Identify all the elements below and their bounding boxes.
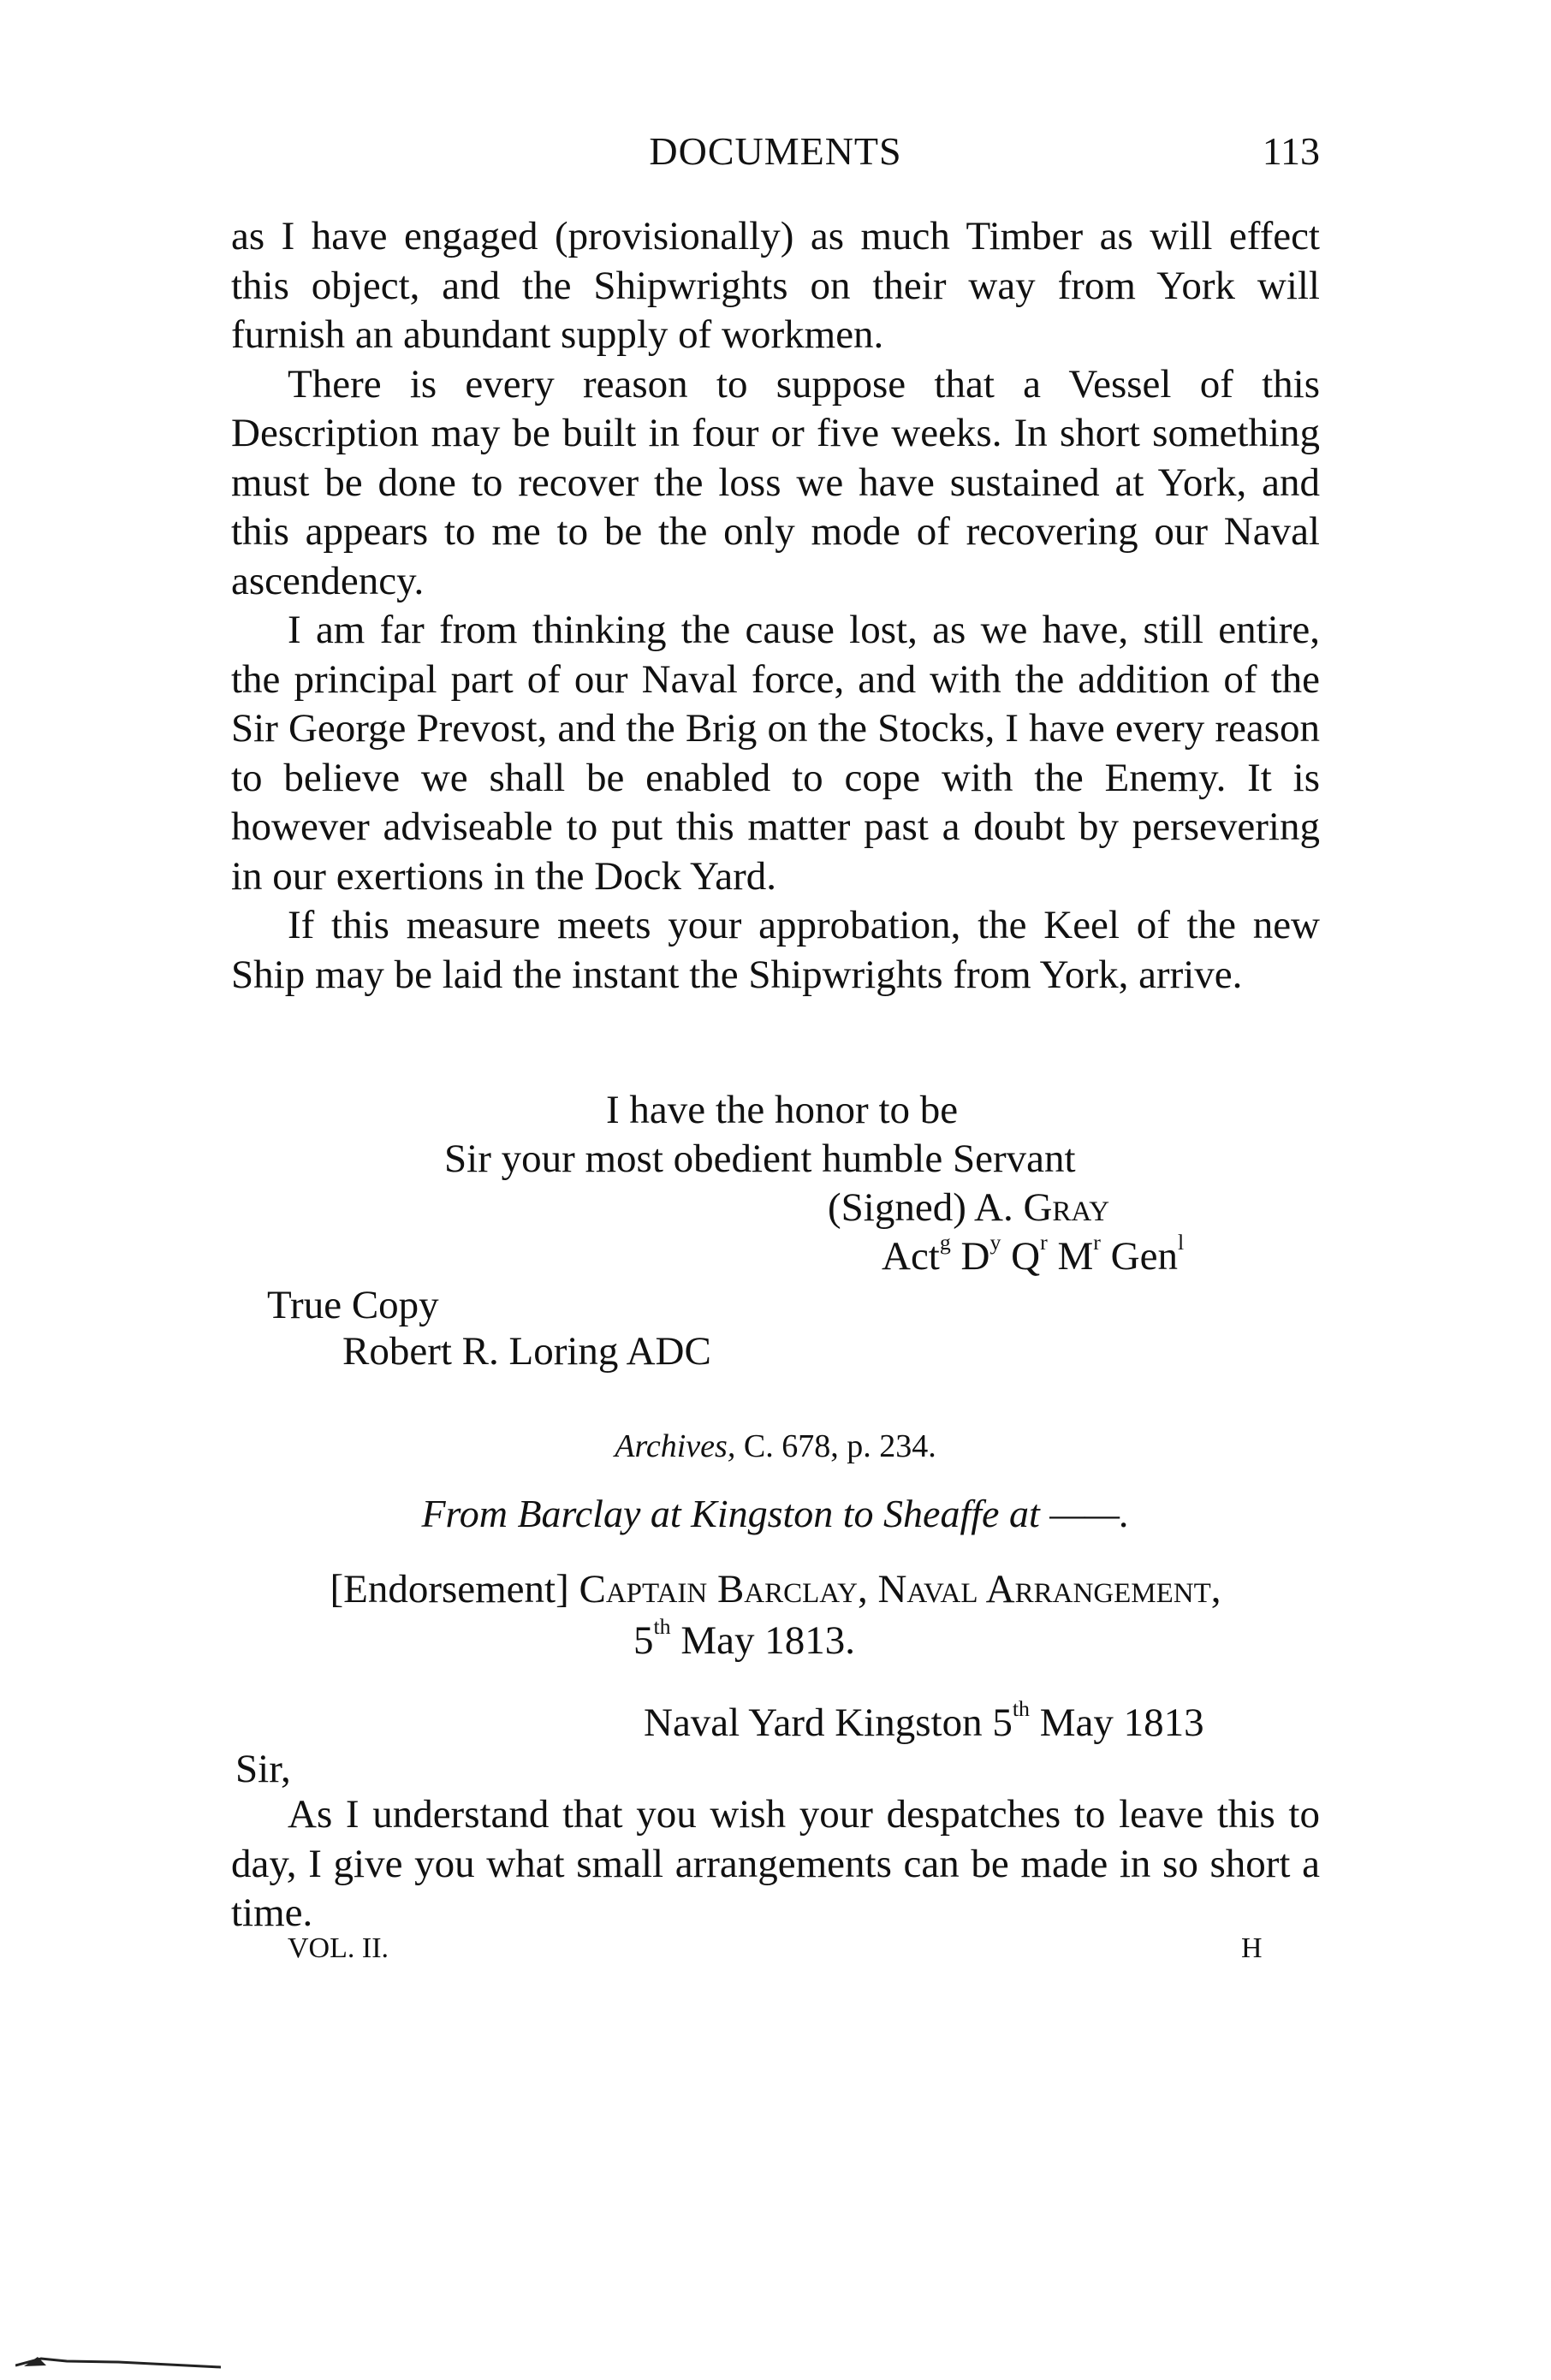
paragraph-4: If this measure meets your approbation, the Keel of the new Ship may be laid the instant the Shipwrights from York, arrive. xyxy=(231,903,1320,997)
dateline-sup: th xyxy=(1012,1695,1030,1721)
title-act: Act xyxy=(882,1234,940,1279)
archive-name: Archives, xyxy=(615,1428,736,1464)
title-quarter: Q xyxy=(1011,1234,1041,1279)
endorsement-month-year: May 1813. xyxy=(680,1618,856,1663)
title-deputy-sup: y xyxy=(989,1229,1001,1255)
volume-marker: VOL. II. xyxy=(288,1932,389,1964)
page-header xyxy=(231,128,1320,180)
endorsement-prefix: [Endorsement] xyxy=(330,1567,569,1611)
dateline-place: Naval Yard Kingston 5 xyxy=(644,1700,1013,1745)
endorsement-title: Captain Barclay, Naval Arrangement, xyxy=(579,1567,1221,1611)
letter2-body xyxy=(231,1790,1320,1938)
title-general-sup: l xyxy=(1177,1229,1185,1255)
title-general: Gen xyxy=(1110,1234,1178,1279)
title-act-sup: g xyxy=(939,1229,951,1255)
paragraph-3: I am far from thinking the cause lost, as we have, still entire, the principal part of our Naval force, and with the addition of the Sir George Prevost, and the Brig on the Stocks, I have every reason to believe we shall be enabled to cope with the Enemy. It is however adviseable to put this matter past a doubt by persevering in our exertions in the Dock Yard. xyxy=(231,608,1320,899)
signature-mark: H xyxy=(1241,1932,1263,1964)
title-deputy: D xyxy=(960,1234,990,1279)
paragraph-2: There is every reason to suppose that a Vessel of this Description may be built in four or five weeks. In short something must be done to recover the loss we have sustained at York, and this appears to me to be the only mode of recovering our Naval ascendency. xyxy=(231,361,1320,603)
salutation: Sir, xyxy=(235,1747,291,1791)
letter-dateline xyxy=(644,1695,1204,1746)
dateline-month-year: May 1813 xyxy=(1039,1700,1204,1745)
closing-line-1: I have the honor to be xyxy=(606,1088,959,1132)
signer-title xyxy=(882,1229,1185,1279)
letter-body xyxy=(231,212,1320,1000)
endorsement-day: 5 xyxy=(633,1618,654,1663)
true-copy: True Copy xyxy=(267,1283,439,1327)
closing-line-2: Sir your most obedient humble Servant xyxy=(444,1137,1076,1181)
endorsement-day-sup: th xyxy=(653,1613,671,1639)
title-master: M xyxy=(1057,1234,1094,1279)
archive-reference: C. 678, p. 234. xyxy=(743,1428,936,1464)
page-number: 113 xyxy=(1262,129,1320,173)
endorsement-line xyxy=(231,1566,1320,1612)
endorsement-date xyxy=(633,1613,856,1664)
letter2-paragraph: As I understand that you wish your despatches to leave this to day, I give you what small arrangements can be made in so short a time. xyxy=(231,1792,1320,1935)
signer-name: Gray xyxy=(1023,1185,1110,1230)
signature-line xyxy=(828,1184,1109,1231)
document-heading: From Barclay at Kingston to Sheaffe at ——. xyxy=(421,1492,1130,1535)
archive-source xyxy=(0,1427,1551,1465)
running-head: DOCUMENTS xyxy=(649,129,902,173)
paragraph-1: as I have engaged (provisionally) as much Timber as will effect this object, and the Shipwrights on their way from York will furnish an abundant supply of workmen. xyxy=(231,214,1320,357)
title-quarter-sup: r xyxy=(1040,1229,1048,1255)
title-master-sup: r xyxy=(1093,1229,1101,1255)
signed-prefix: (Signed) A. xyxy=(828,1185,1013,1230)
attested-by: Robert R. Loring ADC xyxy=(342,1329,711,1374)
scan-smudge-mark xyxy=(15,2350,221,2369)
